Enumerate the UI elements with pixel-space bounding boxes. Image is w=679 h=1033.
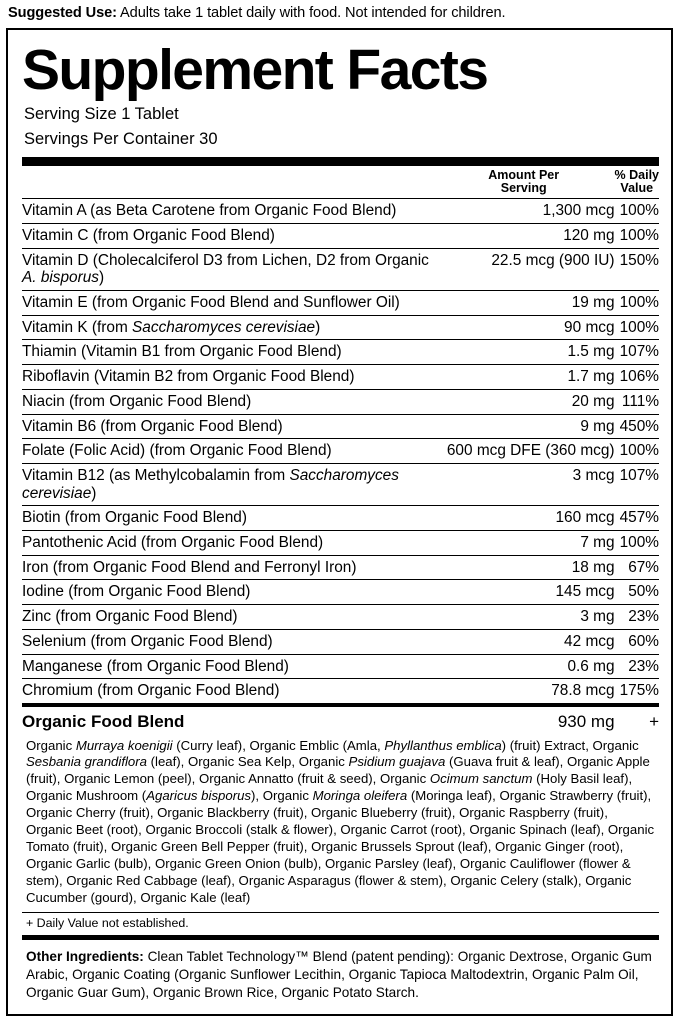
- nutrient-name: Vitamin D (Cholecalciferol D3 from Lichen, D2 from Organic A. bisporus): [22, 248, 447, 290]
- nutrient-daily-value: 150%: [615, 248, 659, 290]
- nutrient-amount: 9 mg: [447, 414, 615, 439]
- other-ingredients-label: Other Ingredients:: [26, 949, 144, 965]
- nutrient-name: Folate (Folic Acid) (from Organic Food Blend): [22, 439, 447, 464]
- table-row: [22, 340, 659, 365]
- blend-name: Organic Food Blend: [22, 705, 447, 736]
- nutrient-name: Vitamin K (from Saccharomyces cerevisiae): [22, 315, 447, 340]
- nutrient-daily-value: 100%: [615, 439, 659, 464]
- nutrient-daily-value: 100%: [615, 315, 659, 340]
- header-amount-per-serving: Amount Per Serving: [447, 166, 615, 199]
- table-header-row: [22, 166, 659, 199]
- nutrient-name: Pantothenic Acid (from Organic Food Blend): [22, 531, 447, 556]
- nutrient-amount: 90 mcg: [447, 315, 615, 340]
- blend-ingredient-list: Organic Murraya koenigii (Curry leaf), Organic Emblic (Amla, Phyllanthus emblica) (fruit) Extract, Organic Sesbania grandiflora (leaf), Organic Sea Kelp, Organic Psidium guajava (Guava fruit & leaf), Organic Apple (fruit), Organic Lemon (peel), Organic Annatto (fruit & seed), Organic Ocimum sanctum (Holy Basil leaf), Organic Mushroom (Agaricus bisporus), Organic Moringa oleifera (Moringa leaf), Organic Strawberry (fruit), Organic Cherry (fruit), Organic Blackberry (fruit), Organic Blueberry (fruit), Organic Raspberry (fruit), Organic Beet (root), Organic Broccoli (stalk & flower), Organic Carrot (root), Organic Spinach (leaf), Organic Tomato (fruit), Organic Green Bell Pepper (fruit), Organic Brussels Sprout (leaf), Organic Ginger (root), Organic Garlic (bulb), Organic Green Onion (bulb), Organic Parsley (leaf), Organic Cauliflower (flower & stem), Organic Red Cabbage (leaf), Organic Asparagus (flower & stem), Organic Celery (stalk), Organic Cucumber (gourd), Organic Kale (leaf): [26, 737, 655, 905]
- nutrient-daily-value: 60%: [615, 629, 659, 654]
- nutrient-daily-value: 100%: [615, 531, 659, 556]
- table-row: [22, 463, 659, 505]
- nutrient-daily-value: 107%: [615, 463, 659, 505]
- nutrient-amount: 600 mcg DFE (360 mcg): [447, 439, 615, 464]
- nutrient-amount: 160 mcg: [447, 506, 615, 531]
- other-ingredients-text: Clean Tablet Technology™ Blend (patent pending): Organic Dextrose, Organic Gum Arabic, Organic Coating (Organic Sunflower Lecithin, Organic Tapioca Maltodextrin, Organic Palm Oil, Organic Guar Gum), Organic Brown Rice, Organic Potato Starch.: [26, 949, 652, 1000]
- nutrient-amount: 1.5 mg: [447, 340, 615, 365]
- nutrient-amount: 22.5 mcg (900 IU): [447, 248, 615, 290]
- nutrient-name: Vitamin B12 (as Methylcobalamin from Saccharomyces cerevisiae): [22, 463, 447, 505]
- nutrient-name: Thiamin (Vitamin B1 from Organic Food Blend): [22, 340, 447, 365]
- table-row: [22, 439, 659, 464]
- table-row: [22, 365, 659, 390]
- nutrient-daily-value: 100%: [615, 291, 659, 316]
- blend-amount: 930 mg: [447, 705, 615, 736]
- suggested-use-line: [0, 0, 679, 28]
- nutrient-amount: 120 mg: [447, 223, 615, 248]
- nutrient-daily-value: 100%: [615, 199, 659, 224]
- nutrient-daily-value: 107%: [615, 340, 659, 365]
- nutrient-amount: 3 mcg: [447, 463, 615, 505]
- panel-title: Supplement Facts: [22, 37, 488, 102]
- table-row: [22, 629, 659, 654]
- nutrient-name: Zinc (from Organic Food Blend): [22, 605, 447, 630]
- blend-daily-value: +: [615, 705, 659, 736]
- supplement-facts-panel: [6, 28, 673, 1016]
- nutrient-name: Vitamin C (from Organic Food Blend): [22, 223, 447, 248]
- table-row: [22, 580, 659, 605]
- nutrient-amount: 1.7 mg: [447, 365, 615, 390]
- nutrient-daily-value: 50%: [615, 580, 659, 605]
- nutrient-name: Manganese (from Organic Food Blend): [22, 654, 447, 679]
- table-row: [22, 248, 659, 290]
- nutrient-daily-value: 111%: [615, 389, 659, 414]
- table-row: [22, 654, 659, 679]
- nutrient-daily-value: 67%: [615, 555, 659, 580]
- nutrient-amount: 19 mg: [447, 291, 615, 316]
- table-row: [22, 531, 659, 556]
- nutrient-daily-value: 23%: [615, 605, 659, 630]
- nutrient-amount: 18 mg: [447, 555, 615, 580]
- nutrient-daily-value: 175%: [615, 679, 659, 705]
- nutrient-amount: 42 mcg: [447, 629, 615, 654]
- table-row: [22, 555, 659, 580]
- table-row: [22, 389, 659, 414]
- nutrient-amount: 20 mg: [447, 389, 615, 414]
- nutrient-amount: 1,300 mcg: [447, 199, 615, 224]
- table-row: [22, 414, 659, 439]
- suggested-use-label: Suggested Use:: [8, 5, 117, 21]
- nutrient-name: Iodine (from Organic Food Blend): [22, 580, 447, 605]
- nutrient-name: Biotin (from Organic Food Blend): [22, 506, 447, 531]
- other-ingredients: [22, 940, 659, 1005]
- nutrient-name: Niacin (from Organic Food Blend): [22, 389, 447, 414]
- table-row: [22, 291, 659, 316]
- table-row: [22, 199, 659, 224]
- nutrient-name: Vitamin E (from Organic Food Blend and Sunflower Oil): [22, 291, 447, 316]
- daily-value-footnote: + Daily Value not established.: [26, 916, 189, 931]
- nutrient-name: Chromium (from Organic Food Blend): [22, 679, 447, 705]
- table-row: [22, 679, 659, 705]
- suggested-use-text: Adults take 1 tablet daily with food. Not intended for children.: [116, 5, 506, 21]
- table-row: [22, 605, 659, 630]
- divider-heavy: [22, 157, 659, 166]
- nutrient-name: Vitamin A (as Beta Carotene from Organic Food Blend): [22, 199, 447, 224]
- nutrient-amount: 7 mg: [447, 531, 615, 556]
- table-row: [22, 223, 659, 248]
- nutrition-table: [22, 166, 659, 736]
- nutrition-rows: [22, 199, 659, 705]
- nutrient-amount: 3 mg: [447, 605, 615, 630]
- nutrient-name: Iron (from Organic Food Blend and Ferronyl Iron): [22, 555, 447, 580]
- nutrient-name: Selenium (from Organic Food Blend): [22, 629, 447, 654]
- nutrient-amount: 78.8 mcg: [447, 679, 615, 705]
- nutrient-name: Vitamin B6 (from Organic Food Blend): [22, 414, 447, 439]
- table-row: [22, 506, 659, 531]
- header-spacer: [22, 166, 447, 199]
- nutrient-daily-value: 100%: [615, 223, 659, 248]
- table-row: [22, 315, 659, 340]
- serving-size: Serving Size 1 Tablet: [24, 104, 179, 123]
- nutrient-amount: 145 mcg: [447, 580, 615, 605]
- nutrient-daily-value: 106%: [615, 365, 659, 390]
- servings-per-container: Servings Per Container 30: [24, 130, 218, 149]
- nutrient-daily-value: 23%: [615, 654, 659, 679]
- nutrient-amount: 0.6 mg: [447, 654, 615, 679]
- nutrient-name: Riboflavin (Vitamin B2 from Organic Food Blend): [22, 365, 447, 390]
- nutrient-daily-value: 450%: [615, 414, 659, 439]
- header-daily-value: % Daily Value: [615, 166, 659, 199]
- nutrient-daily-value: 457%: [615, 506, 659, 531]
- blend-row: [22, 705, 659, 736]
